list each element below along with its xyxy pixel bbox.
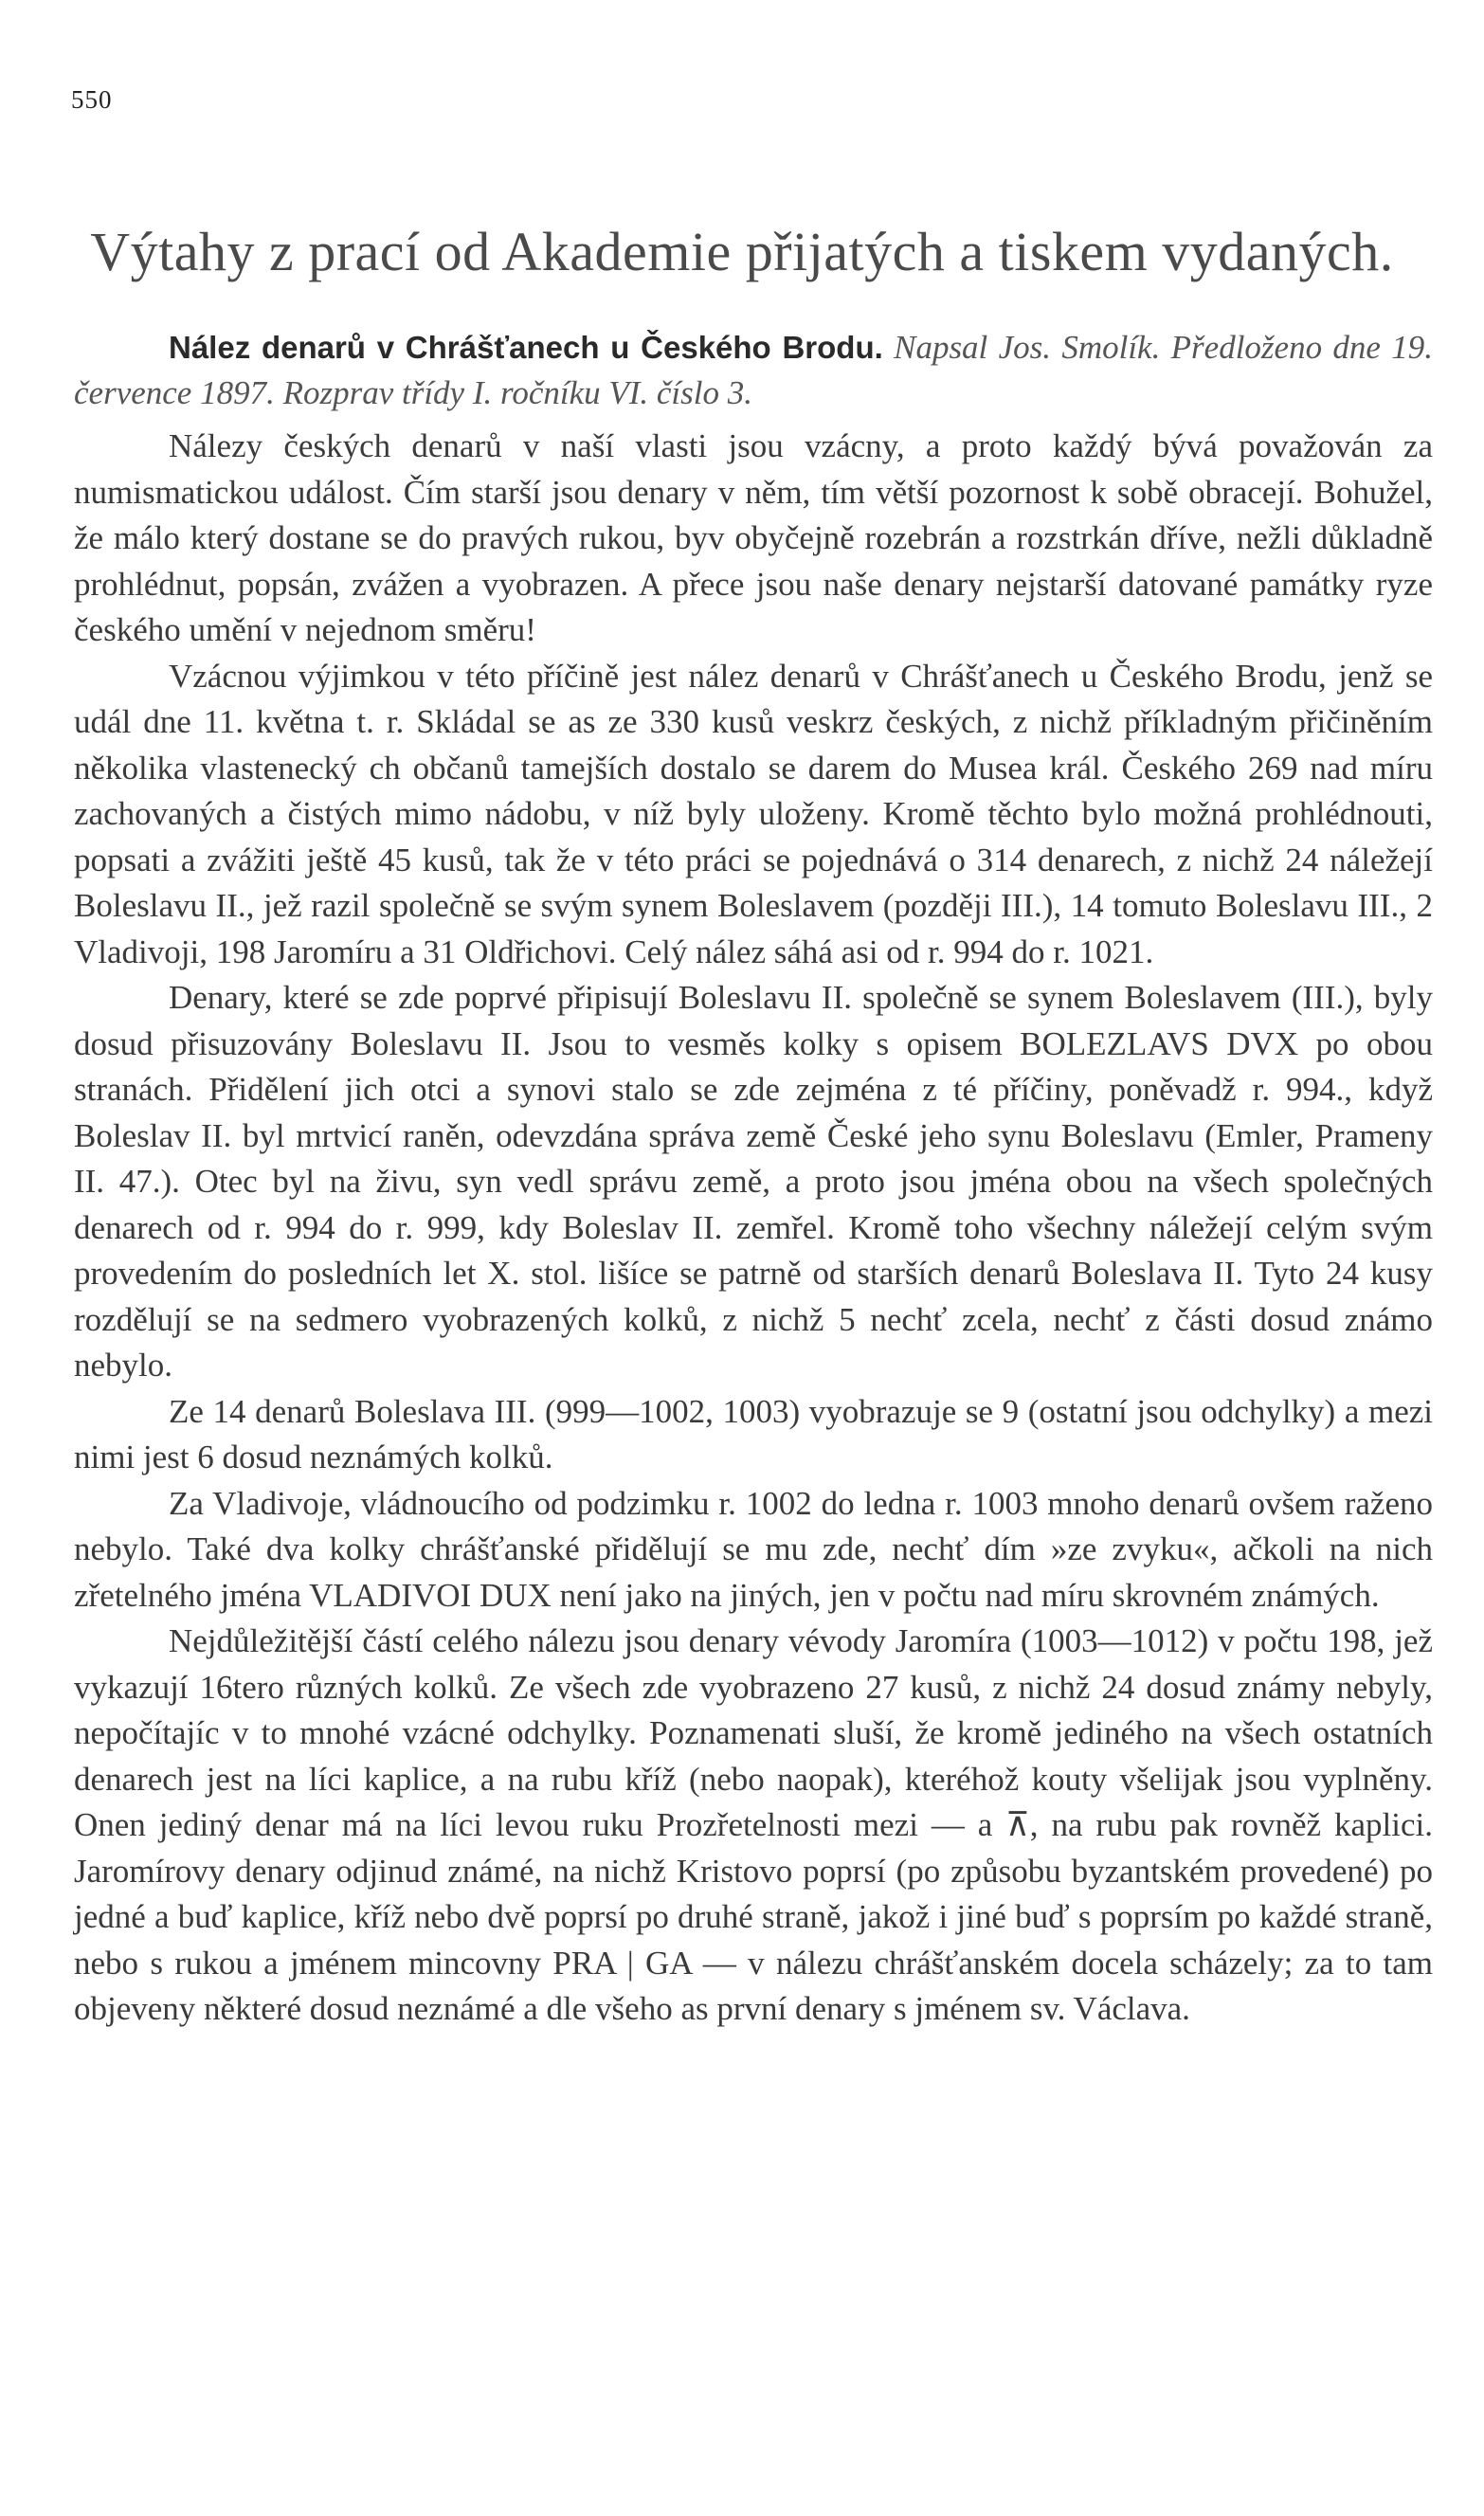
paragraph-5: Za Vladivoje, vládnoucího od podzimku r. 1002 do ledna r. 1003 mnoho denarů ovšem raženo nebylo. Také dva kolky chrášťanské přidělují se mu zde, nechť dím »ze zvyku«, ačkoli na nich zřetelného jména VLADIVOI DUX není jako na jiných, jen v počtu nad míru skrovném známých. (74, 1484, 1433, 1614)
paragraph-1: Nálezy českých denarů v naší vlasti jsou vzácny, a proto každý bývá považován za numismatickou událost. Čím starší jsou denary v něm, tím větší pozornost k sobě obracejí. Bohužel, že málo který dostane se do pravých rukou, byv obyčejně rozebrán a rozstrkán dříve, nežli důkladně prohlédnut, popsán, zvážen a vyobrazen. A přece jsou naše denary nejstarší datované památky ryze českého umění v nejednom směru! (74, 427, 1433, 648)
section-heading: Výtahy z prací od Akademie přijatých a tiskem vydaných. (90, 221, 1394, 282)
paragraph-2: Vzácnou výjimkou v této příčině jest nález denarů v Chrášťanech u Českého Brodu, jenž se udál dne 11. května t. r. Skládal se as ze 330 kusů veskrz českých, z nichž příkladným přičiněním několika vlastenecký ch občanů tamejších dostalo se darem do Musea král. Českého 269 nad míru zachovaných a čistých mimo nádobu, v níž byly uloženy. Kromě těchto bylo možná prohlédnouti, popsati a zvážiti ještě 45 kusů, tak že v této práci se pojednává o 314 denarech, z nichž 24 náležejí Boleslavu II., jež razil společně se svým synem Boleslavem (později III.), 14 tomuto Boleslavu III., 2 Vladivoji, 198 Jaromíru a 31 Oldřichovi. Celý nález sáhá asi od r. 994 do r. 1021. (74, 657, 1433, 970)
article-body (74, 325, 1433, 2033)
article-header (74, 325, 1433, 416)
paragraph-6: Nejdůležitější částí celého nálezu jsou denary vévody Jaromíra (1003—1012) v počtu 198, jež vykazují 16tero různých kolků. Ze všech zde vyobrazeno 27 kusů, z nichž 24 dosud známy nebyly, nepočítajíc v to mnohé vzácné odchylky. Poznamenati sluší, že kromě jediného na všech ostatních denarech jest na líci kaplice, a na rubu kříž (nebo naopak), kteréhož kouty všelijak jsou vyplněny. Onen jediný denar má na líci levou ruku Prozřetelnosti mezi — a ⊼, na rubu pak rovněž kaplici. Jaromírovy denary odjinud známé, na nichž Kristovo poprsí (po způsobu byzantském provedené) po jedné a buď kaplice, kříž nebo dvě poprsí po druhé straně, jakož i jiné buď s poprsím po každé straně, nebo s rukou a jménem mincovny PRA | GA — v nálezu chrášťanském docela scházely; za to tam objeveny některé dosud neznámé a dle všeho as první denary s jménem sv. Václava. (74, 1622, 1433, 2027)
article-title: Nález denarů v Chrášťanech u Českého Brodu. (169, 330, 883, 365)
article-byline: Napsal Jos. Smolík. Předloženo dne 19. července 1897. Rozprav třídy I. ročníku VI. číslo 3. (74, 329, 1433, 411)
paragraph-3: Denary, které se zde poprvé připisují Boleslavu II. společně se synem Boleslavem (III.), byly dosud přisuzovány Boleslavu II. Jsou to vesměs kolky s opisem BOLEZLAVS DVX po obou stranách. Přidělení jich otci a synovi stalo se zde zejména z té příčiny, poněvadž r. 994., když Boleslav II. byl mrtvicí raněn, odevzdána správa země České jeho synu Boleslavu (Emler, Prameny II. 47.). Otec byl na živu, syn vedl správu země, a proto jsou jména obou na všech společných denarech od r. 994 do r. 999, kdy Boleslav II. zemřel. Kromě toho všechny náležejí celým svým provedením do posledních let X. stol. lišíce se patrně od starších denarů Boleslava II. Tyto 24 kusy rozdělují se na sedmero vyobrazených kolků, z nichž 5 nechť zcela, nechť z části dosud známo nebylo. (74, 979, 1433, 1384)
paragraph-4: Ze 14 denarů Boleslava III. (999—1002, 1003) vyobrazuje se 9 (ostatní jsou odchylky) a mezi nimi jest 6 dosud neznámých kolků. (74, 1392, 1433, 1475)
page-number: 550 (71, 85, 113, 114)
